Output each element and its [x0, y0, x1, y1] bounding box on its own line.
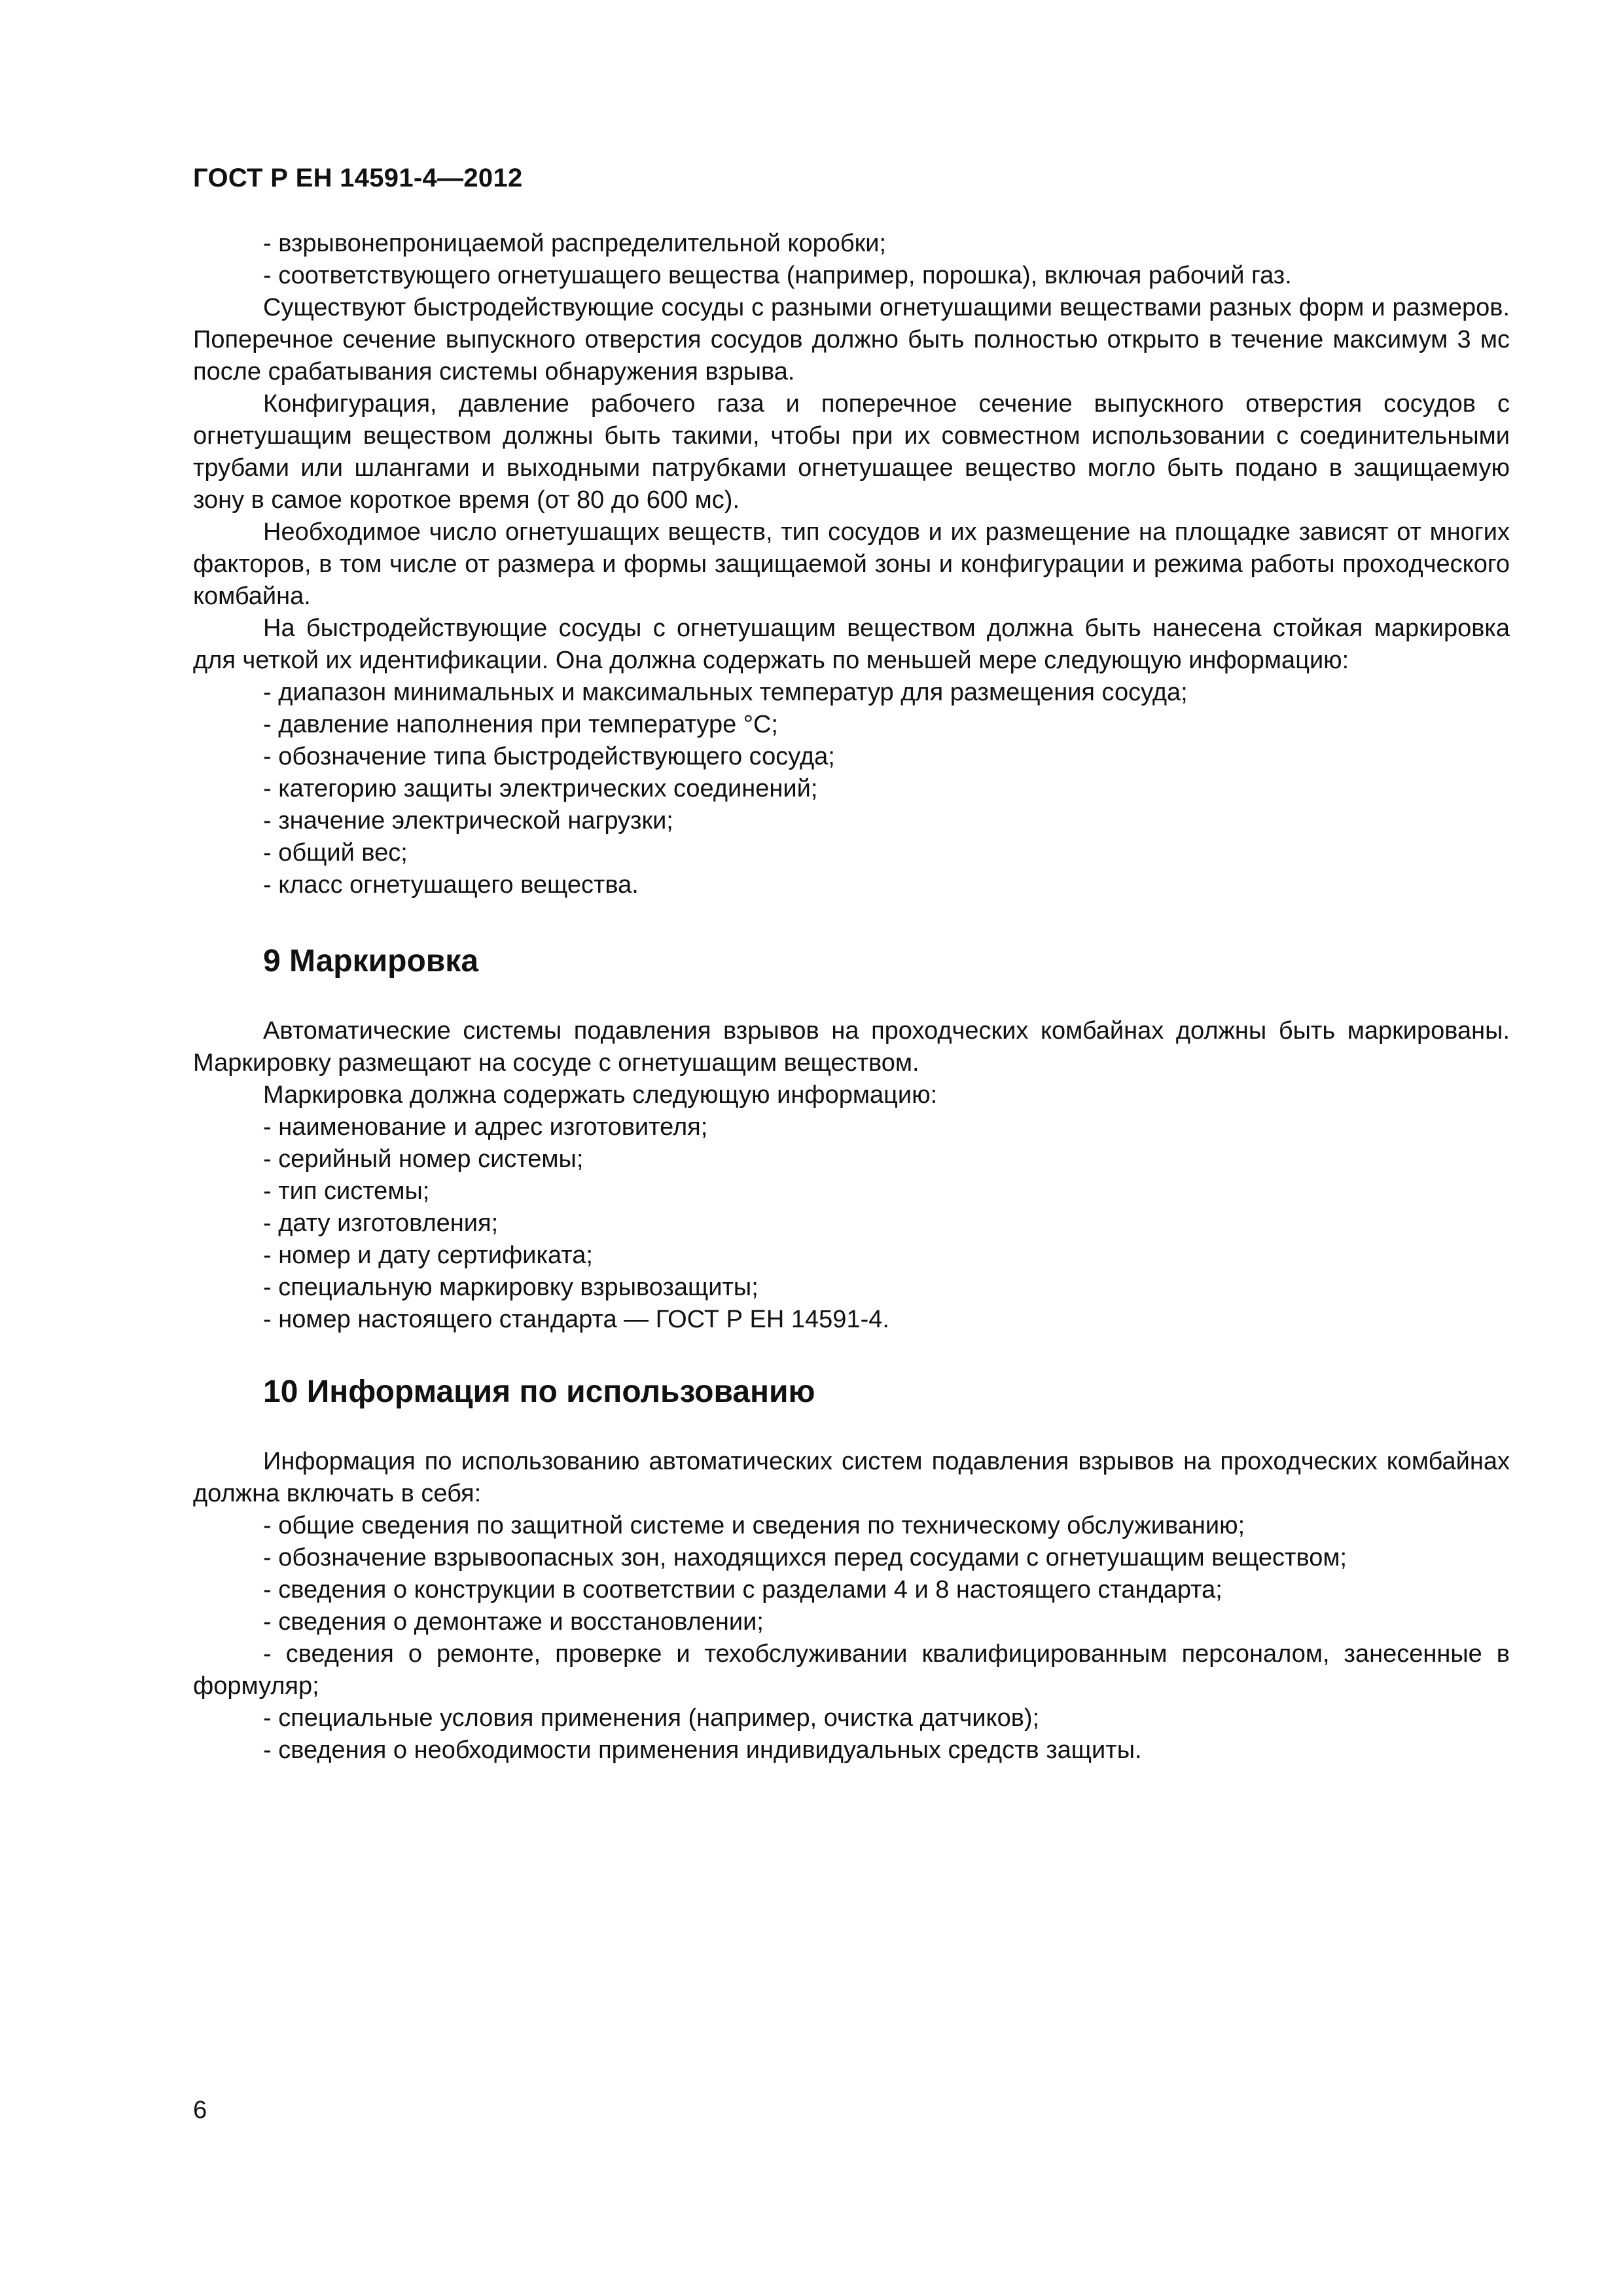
- paragraph: Необходимое число огнетушащих веществ, тип сосудов и их размещение на площадке зависят от многих факторов, в том числе от размера и формы защищаемой зоны и конфигурации и режима работы проходческого комбайна.: [193, 518, 1510, 610]
- list-item: - взрывонепроницаемой распределительной коробки;: [263, 230, 887, 257]
- document-code-header: ГОСТ Р ЕН 14591-4—2012: [193, 164, 523, 192]
- list-item: - номер настоящего стандарта — ГОСТ Р ЕН 14591-4.: [263, 1306, 889, 1333]
- paragraph: Информация по использованию автоматических систем подавления взрывов на проходческих комбайнах должна включать в себя:: [193, 1448, 1510, 1507]
- list-item: - давление наполнения при температуре °С;: [263, 711, 778, 738]
- paragraph: Конфигурация, давление рабочего газа и поперечное сечение выпускного отверстия сосудов с огнетушащим веществом должны быть такими, чтобы при их совместном использовании с соединительными трубами или шлангами и выходными патрубками огнетушащее вещество могло быть подано в защищаемую зону в самое короткое время (от 80 до 600 мс).: [193, 390, 1510, 514]
- list-item: - значение электрической нагрузки;: [263, 807, 673, 834]
- list-item: - класс огнетушащего вещества.: [263, 871, 639, 899]
- page-content: [193, 228, 1510, 1767]
- list-item: - соответствующего огнетушащего вещества (например, порошка), включая рабочий газ.: [263, 262, 1292, 289]
- page-number: 6: [193, 2096, 207, 2124]
- list-item: - общие сведения по защитной системе и сведения по техническому обслуживанию;: [263, 1512, 1245, 1539]
- paragraph: Автоматические системы подавления взрывов на проходческих комбайнах должны быть маркированы. Маркировку размещают на сосуде с огнетушащим веществом.: [193, 1017, 1510, 1077]
- list-item: - диапазон минимальных и максимальных температур для размещения сосуда;: [263, 679, 1188, 706]
- list-item: - сведения о необходимости применения индивидуальных средств защиты.: [263, 1736, 1142, 1764]
- list-item: - сведения о ремонте, проверке и техобслуживании квалифицированным персоналом, занесенные в формуляр;: [193, 1640, 1510, 1700]
- list-item: - обозначение взрывоопасных зон, находящихся перед сосудами с огнетушащим веществом;: [263, 1544, 1347, 1571]
- list-item: - номер и дату сертификата;: [263, 1242, 593, 1269]
- list-item: - сведения о конструкции в соответствии с разделами 4 и 8 настоящего стандарта;: [263, 1576, 1222, 1604]
- list-item: - наименование и адрес изготовителя;: [263, 1113, 708, 1141]
- list-item: - дату изготовления;: [263, 1210, 499, 1237]
- section-9-heading: 9 Маркировка: [263, 944, 479, 978]
- list-item: - сведения о демонтаже и восстановлении;: [263, 1608, 764, 1636]
- list-item: - обозначение типа быстродействующего сосуда;: [263, 743, 835, 770]
- paragraph: Маркировка должна содержать следующую информацию:: [263, 1081, 938, 1109]
- list-item: - тип системы;: [263, 1177, 430, 1205]
- list-item: - специальную маркировку взрывозащиты;: [263, 1274, 758, 1301]
- list-item: - категорию защиты электрических соединений;: [263, 775, 818, 802]
- paragraph: На быстродействующие сосуды с огнетушащим веществом должна быть нанесена стойкая маркировка для четкой их идентификации. Она должна содержать по меньшей мере следующую информацию:: [193, 615, 1510, 674]
- paragraph: Существуют быстродействующие сосуды с разными огнетушащими веществами разных форм и размеров. Поперечное сечение выпускного отверстия сосудов должно быть полностью открыто в течение максимум 3 мс после срабатывания системы обнаружения взрыва.: [193, 294, 1510, 386]
- list-item: - специальные условия применения (например, очистка датчиков);: [263, 1704, 1040, 1732]
- section-10-heading: 10 Информация по использованию: [263, 1374, 815, 1409]
- list-item: - серийный номер системы;: [263, 1145, 584, 1173]
- list-item: - общий вес;: [263, 839, 408, 867]
